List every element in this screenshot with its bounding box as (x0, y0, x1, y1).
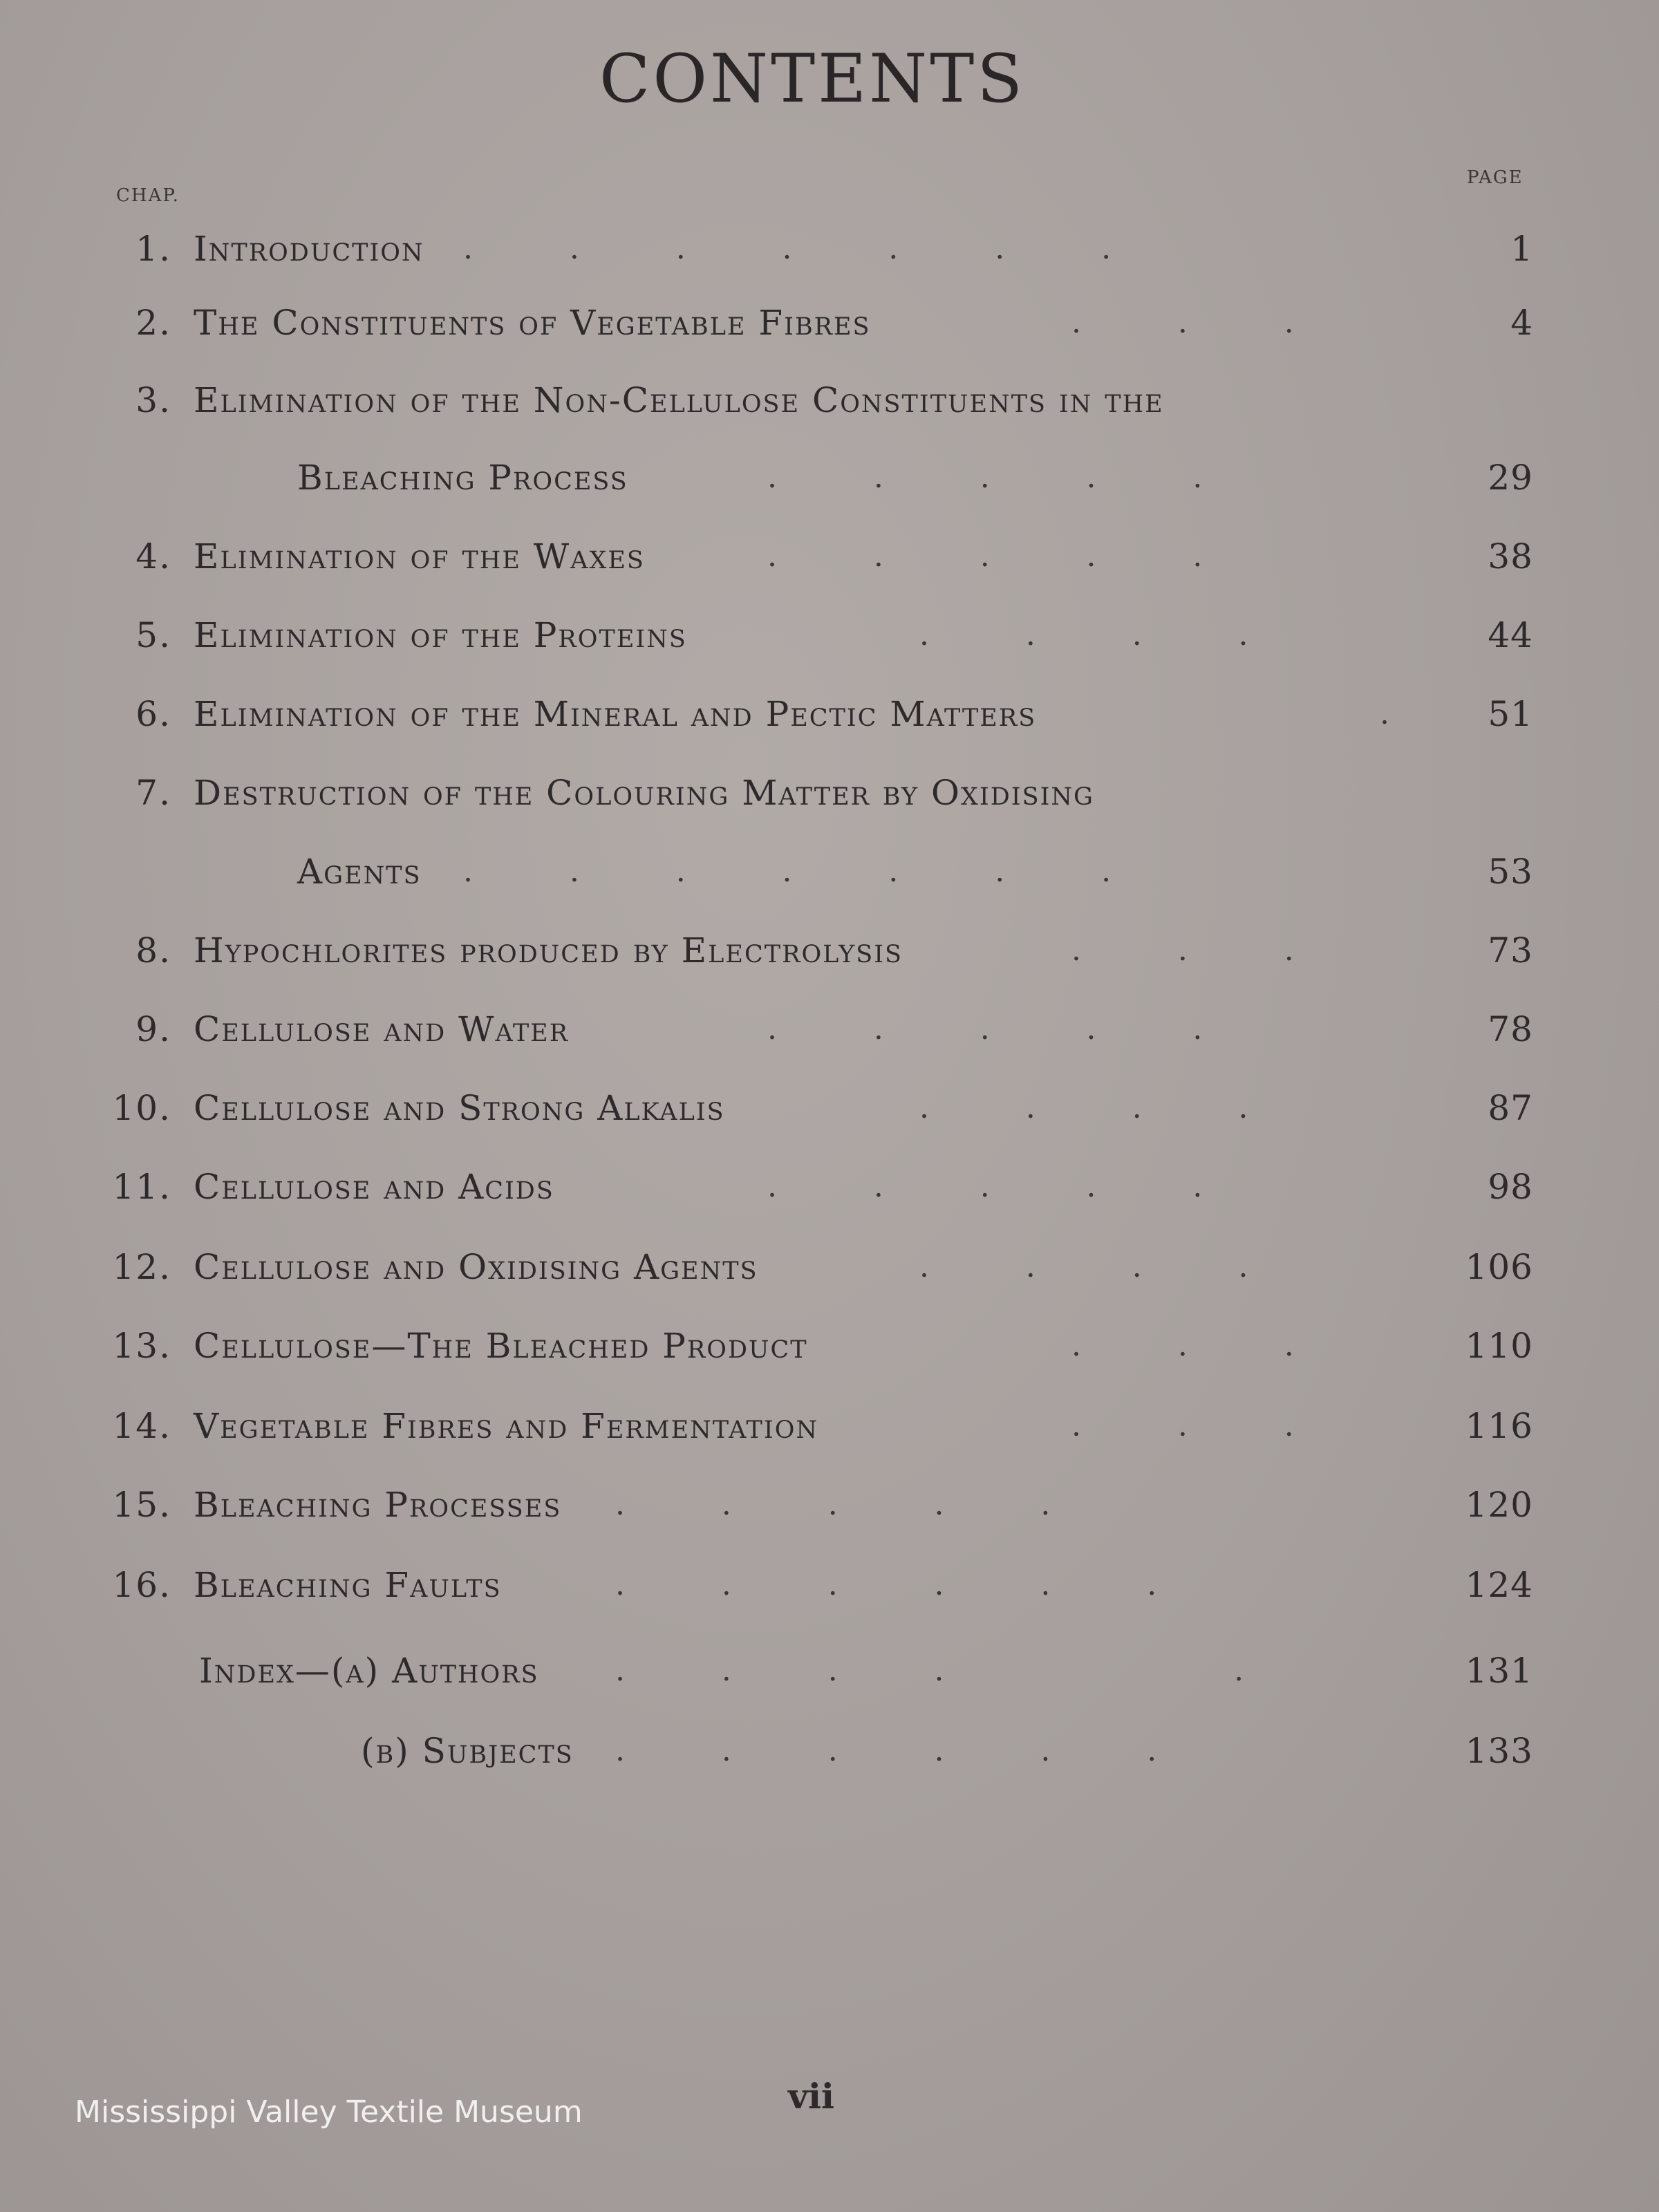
leader-dots: . . . . (919, 1090, 1248, 1125)
chapter-title: Hypochlorites produced by Electrolysis (194, 930, 903, 971)
chapter-title: Cellulose and Oxidising Agents (194, 1247, 758, 1287)
page-number: 51 (1488, 694, 1533, 734)
leader-dots: . . . . . (767, 1169, 1203, 1204)
chapter-number: 2. (135, 303, 171, 343)
page-number: 131 (1465, 1651, 1533, 1691)
leader-dots: . . . . . (615, 1487, 1051, 1522)
chapter-number: 8. (135, 930, 171, 971)
toc-entry (0, 1561, 1659, 1609)
index-entry-authors (0, 1647, 1659, 1695)
chapter-number: 16. (112, 1565, 171, 1605)
page-number: 38 (1488, 536, 1533, 577)
chapter-title: Elimination of the Proteins (194, 615, 687, 655)
toc-entry (0, 1163, 1659, 1211)
page-number: 133 (1465, 1731, 1533, 1771)
toc-entry (0, 299, 1659, 347)
index-title: Index—(a) Authors (199, 1651, 539, 1691)
chapter-number: 5. (135, 615, 171, 655)
chapter-number: 14. (112, 1406, 171, 1446)
toc-entry (0, 1005, 1659, 1053)
leader-dots: . . . (1071, 932, 1294, 968)
page-number: 78 (1488, 1009, 1533, 1049)
toc-entry-continuation (0, 453, 1659, 502)
chapter-title: Elimination of the Waxes (194, 536, 645, 577)
chapter-title: Vegetable Fibres and Fermentation (194, 1406, 819, 1446)
toc-entry (0, 926, 1659, 975)
chapter-title-continuation: Bleaching Process (297, 458, 628, 498)
index-title: (b) Subjects (361, 1731, 574, 1771)
leader-dots: . . . (1071, 305, 1294, 340)
leader-dots: . . . . . (767, 460, 1203, 495)
chapter-title: Introduction (194, 229, 424, 269)
page-number: 87 (1488, 1088, 1533, 1128)
leader-dots: . . . . . (615, 1653, 1244, 1688)
chapter-title: The Constituents of Vegetable Fibres (194, 303, 871, 343)
toc-entry (0, 611, 1659, 659)
page-number: 73 (1488, 930, 1533, 971)
toc-entry (0, 690, 1659, 738)
toc-entry-continuation (0, 847, 1659, 896)
page-title: CONTENTS (599, 40, 1026, 118)
index-entry-subjects (0, 1727, 1659, 1775)
chapter-number: 10. (112, 1088, 171, 1128)
page-number: 116 (1465, 1406, 1533, 1446)
chapter-number: 11. (112, 1167, 171, 1207)
leader-dots: . . . . (919, 1249, 1248, 1284)
toc-entry (0, 1243, 1659, 1291)
chapter-title: Bleaching Processes (194, 1485, 562, 1525)
chapter-number: 9. (135, 1009, 171, 1049)
toc-entry (0, 1402, 1659, 1450)
page-number: 120 (1465, 1485, 1533, 1525)
page-number: 53 (1488, 852, 1533, 892)
leader-dots: . . . . . . . (463, 231, 1112, 266)
leader-dots: . . . . . (767, 1011, 1203, 1047)
page-number: 1 (1510, 229, 1533, 269)
chapter-title: Cellulose and Strong Alkalis (194, 1088, 725, 1128)
leader-dots: . (1380, 696, 1389, 731)
leader-dots: . . . . (919, 617, 1248, 653)
watermark: Mississippi Valley Textile Museum (75, 2094, 583, 2130)
chapter-title: Cellulose—The Bleached Product (194, 1326, 808, 1366)
page-folio: vii (788, 2076, 835, 2117)
chapter-title: Elimination of the Non-Cellulose Constituents in the (194, 380, 1164, 420)
toc-entry (0, 1084, 1659, 1132)
toc-entry (0, 532, 1659, 581)
page-number: 29 (1488, 458, 1533, 498)
leader-dots: . . . . . . . (463, 854, 1112, 889)
chapter-title-continuation: Agents (297, 852, 422, 892)
page-number: 4 (1510, 303, 1533, 343)
leader-dots: . . . (1071, 1328, 1294, 1363)
page-column-header: PAGE (1467, 167, 1524, 188)
chapter-title: Elimination of the Mineral and Pectic Matters (194, 694, 1037, 734)
chapter-title: Cellulose and Water (194, 1009, 570, 1049)
chapter-title: Cellulose and Acids (194, 1167, 554, 1207)
chapter-number: 15. (112, 1485, 171, 1525)
chapter-number: 13. (112, 1326, 171, 1366)
leader-dots: . . . . . . (615, 1733, 1157, 1768)
page-number: 44 (1488, 615, 1533, 655)
page-number: 98 (1488, 1167, 1533, 1207)
toc-entry (0, 769, 1659, 817)
toc-entry (0, 225, 1659, 273)
leader-dots: . . . (1071, 1408, 1294, 1443)
chapter-number: 4. (135, 536, 171, 577)
chapter-number: 1. (135, 229, 171, 269)
page-number: 110 (1465, 1326, 1533, 1366)
leader-dots: . . . . . (767, 538, 1203, 574)
page-number: 106 (1465, 1247, 1533, 1287)
chapter-title: Destruction of the Colouring Matter by Oxidising (194, 773, 1094, 813)
chapter-title: Bleaching Faults (194, 1565, 502, 1605)
chapter-number: 12. (112, 1247, 171, 1287)
page-number: 124 (1465, 1565, 1533, 1605)
toc-entry (0, 1481, 1659, 1529)
toc-entry (0, 376, 1659, 424)
chapter-number: 7. (135, 773, 171, 813)
chapter-number: 6. (135, 694, 171, 734)
chap-column-header: CHAP. (116, 185, 180, 206)
toc-entry (0, 1322, 1659, 1370)
chapter-number: 3. (135, 380, 171, 420)
leader-dots: . . . . . . (615, 1567, 1157, 1602)
